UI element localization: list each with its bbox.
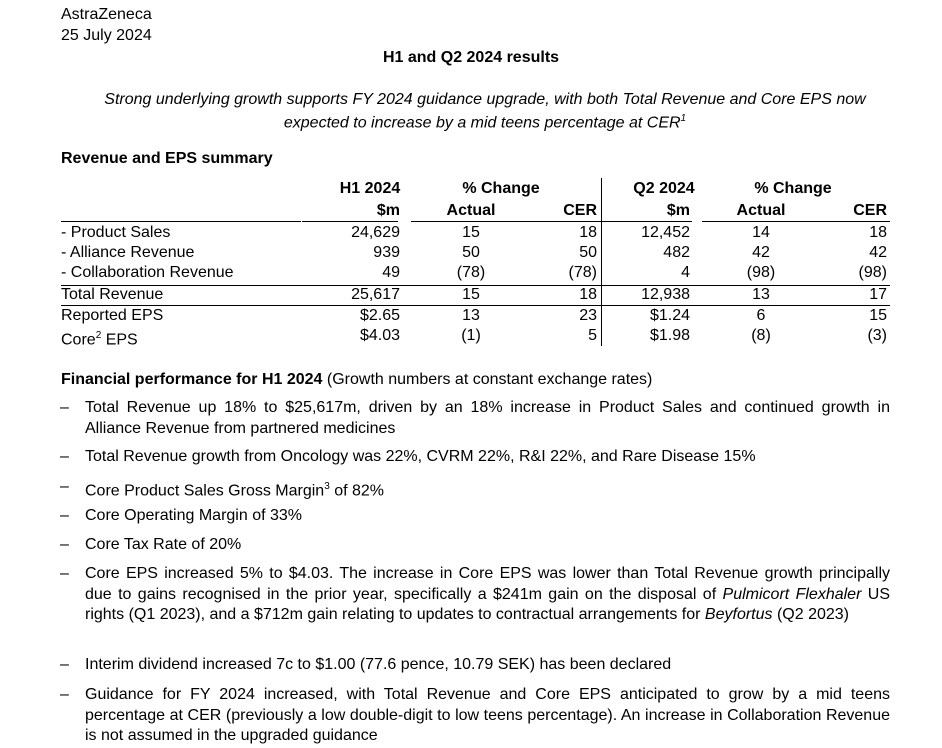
cell-h1-cer: 18 [579,224,597,241]
col-h1-unit: $m [376,202,400,219]
report-date: 25 July 2024 [61,27,152,44]
bullet-dash: – [60,686,69,703]
cell-h1-cer: 5 [588,327,597,344]
col-h1-change: % Change [462,180,540,197]
cell-q2-cer: 15 [869,307,887,324]
header-rule-h1-change [411,221,601,222]
header-rule-q2-change [702,221,890,222]
subtitle-line1: Strong underlying growth supports FY 2024 guidance upgrade, with both Total Revenue and Core EPS now [104,91,866,108]
row-label: - Alliance Revenue [61,244,195,261]
col-h1-2024: H1 2024 [339,180,401,197]
col-h1-cer: CER [563,202,597,219]
cell-h1-cer: (78) [568,264,597,281]
subtitle-line2: expected to increase by a mid teens percentage at CER [283,114,681,132]
cell-q2: $1.24 [649,307,690,324]
cell-h1-actual: (1) [461,327,481,344]
cell-q2-cer: (98) [858,264,887,281]
bullet-dash: – [60,507,69,524]
cell-h1-cer: 23 [579,307,597,324]
col-q2-cer: CER [853,202,887,219]
cell-q2: 4 [681,264,690,281]
cell-q2-actual: 13 [752,286,770,303]
list-item: Total Revenue growth from Oncology was 22%, CVRM 22%, R&I 22%, and Rare Disease 15% [85,448,756,465]
cell-h1-actual: 15 [462,286,480,303]
bullet-dash: – [60,536,69,553]
page-title: H1 and Q2 2024 results [382,49,560,66]
bullet-dash: – [60,565,69,582]
row-label: Core$^2$ EPS [61,330,138,349]
cell-h1-cer: 50 [579,244,597,261]
cell-q2-actual: (8) [751,327,771,344]
list-item: Guidance for FY 2024 increased, with Total Revenue and Core EPS anticipated to grow by a mid teens percentage at CER (previously a low double-digit to low teens percentage). An increase in Collaboration Revenue is not assumed in the upgraded guidance [85,686,890,744]
list-item: Interim dividend increased 7c to $1.00 (77.6 pence, 10.79 SEK) has been declared [85,656,672,673]
cell-q2-cer: 42 [869,244,887,261]
bullet-dash: – [60,448,69,465]
cell-h1-actual: 50 [462,244,480,261]
cell-h1: 49 [382,264,400,281]
list-item: Core Operating Margin of 33% [85,507,302,524]
row-label: - Product Sales [61,224,171,241]
cell-q2: 482 [663,244,690,261]
cell-q2: 12,452 [641,224,690,241]
row-label: Total Revenue [61,286,164,303]
list-item: Total Revenue up 18% to $25,617m, driven by an 18% increase in Product Sales and continued growth in Alliance Revenue from partnered medicines [85,399,890,437]
cell-h1: $4.03 [359,327,400,344]
subtitle-footnote: 1 [680,113,687,124]
cell-h1-actual: 15 [462,224,480,241]
col-q2-actual: Actual [736,202,786,219]
row-label: Reported EPS [61,307,164,324]
cell-q2-actual: 14 [752,224,770,241]
company-name: AstraZeneca [61,6,152,23]
col-h1-actual: Actual [446,202,496,219]
cell-q2-actual: (98) [746,264,776,281]
cell-q2: 12,938 [641,286,690,303]
list-item: Core Tax Rate of 20% [85,536,242,553]
cell-q2-cer: (3) [867,327,887,344]
cell-h1-actual: 13 [462,307,480,324]
header-rule-q2 [602,221,692,222]
col-q2-unit: $m [666,202,690,219]
row-label: - Collaboration Revenue [61,264,234,281]
cell-h1: 24,629 [351,224,400,241]
cell-q2-cer: 17 [869,286,887,303]
cell-h1: 25,617 [351,286,400,303]
cell-q2: $1.98 [649,327,690,344]
performance-heading: Financial performance for H1 2024 (Growth numbers at constant exchange rates) [61,371,653,388]
col-q2-2024: Q2 2024 [633,180,695,197]
cell-q2-actual: 6 [756,307,766,324]
col-q2-change: % Change [754,180,832,197]
total-rule [61,305,890,306]
header-rule-h1 [302,221,398,222]
cell-q2-cer: 18 [869,224,887,241]
list-item: Core Product Sales Gross Margin$^3$ of 82% [85,481,385,500]
cell-h1: 939 [373,244,400,261]
cell-h1-cer: 18 [579,286,597,303]
cell-h1: $2.65 [359,307,400,324]
cell-h1-actual: (78) [456,264,486,281]
bullet-dash: – [60,399,69,416]
bullet-dash: – [60,478,69,495]
cell-q2-actual: 42 [752,244,770,261]
bullet-dash: – [60,656,69,673]
list-item: Core EPS increased 5% to $4.03. The increase in Core EPS was lower than Total Revenue growth principally due to gains recognised in the prior year, specifically a $241m gain on the disposal of Pulmicort Flexhaler US rights (Q1 2023), and a $712m gain relating to updates to contractual arrangements for Beyfortus (Q2 2023) [85,565,891,623]
summary-heading: Revenue and EPS summary [61,150,273,167]
header-rule-label [61,221,301,222]
